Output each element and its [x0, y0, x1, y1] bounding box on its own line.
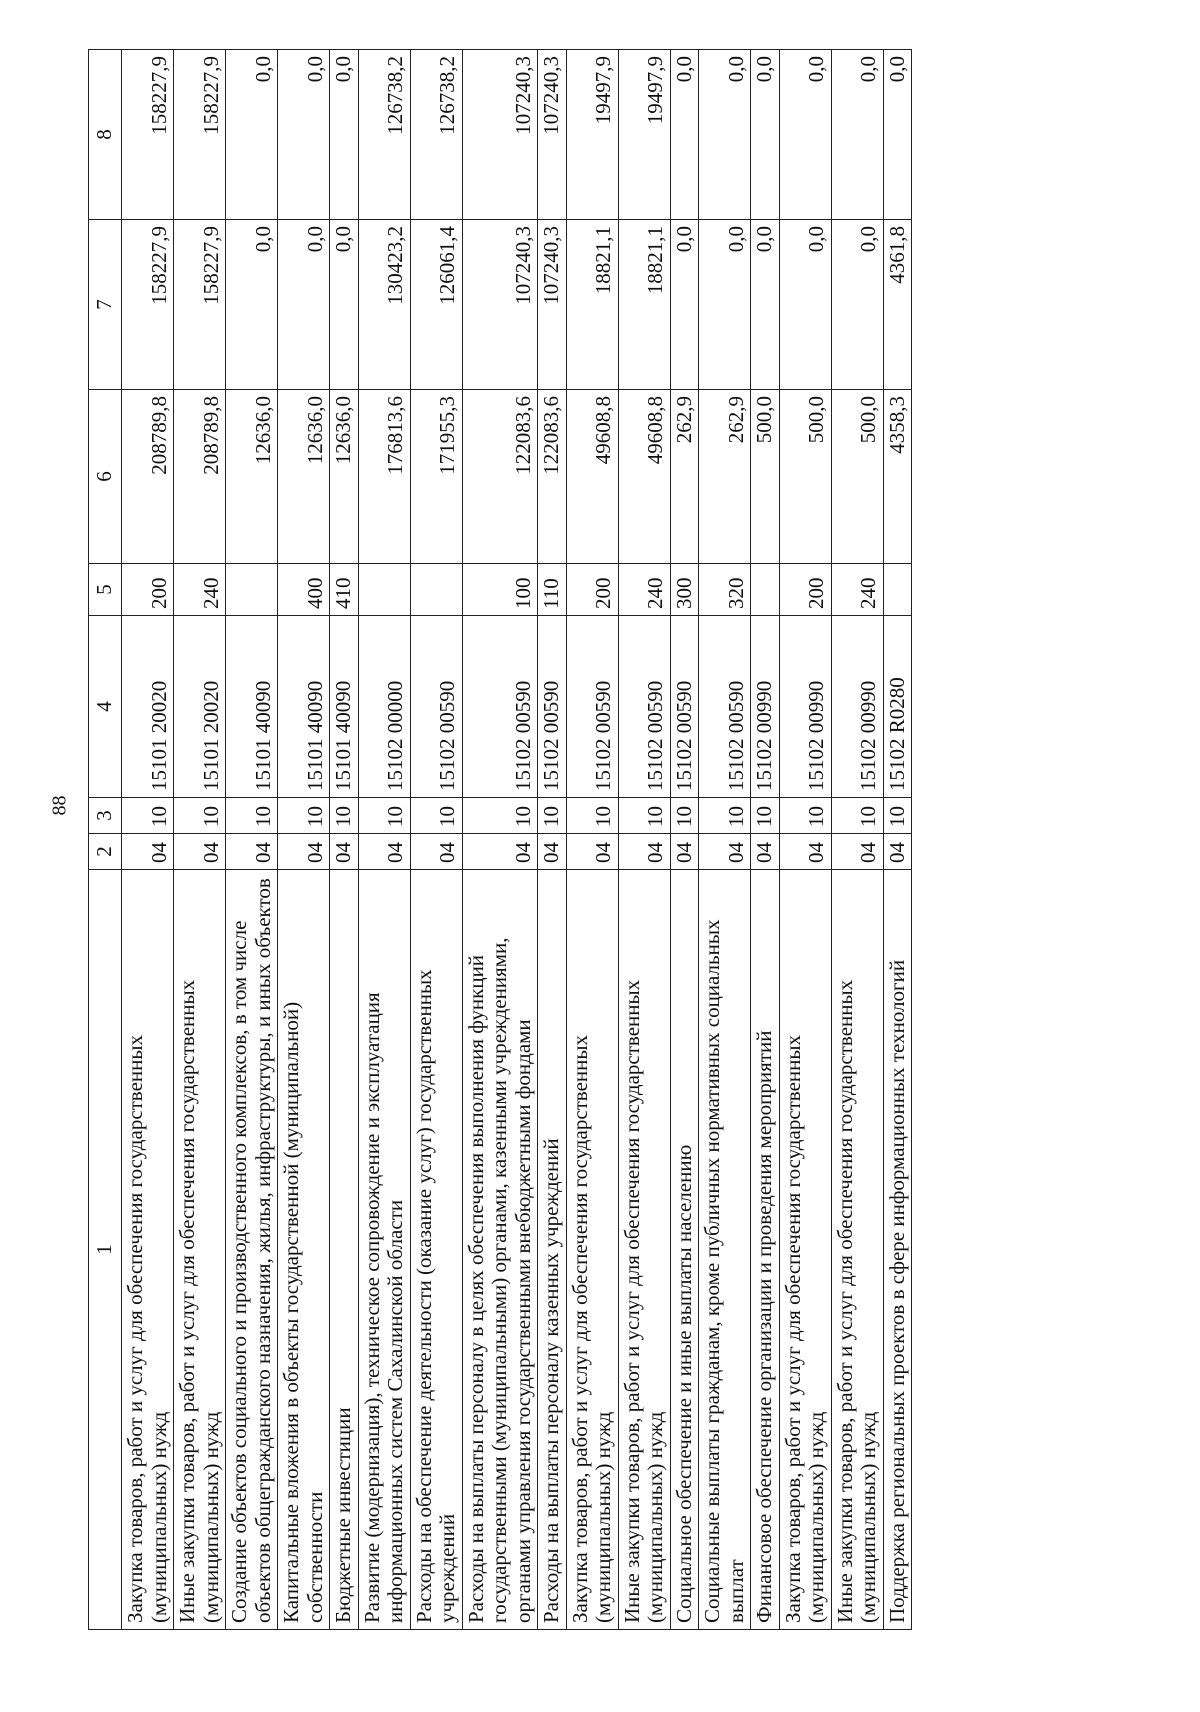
cell-target-article: 15101 40090 — [330, 616, 359, 798]
cell-amount-6: 12636,0 — [330, 390, 359, 564]
row-name: Поддержка региональных проектов в сфере информационных технологий — [883, 870, 912, 1630]
cell-expense-type — [226, 564, 278, 616]
cell-expense-type: 240 — [618, 564, 670, 616]
table-row — [122, 50, 174, 1630]
header-col-7: 7 — [89, 220, 122, 390]
cell-target-article: 15102 00590 — [566, 616, 618, 798]
cell-section: 04 — [174, 834, 226, 870]
cell-amount-7: 107240,3 — [462, 220, 538, 390]
row-name: Капитальные вложения в объекты государственной (муниципальной) собственности — [278, 870, 330, 1630]
cell-amount-7: 0,0 — [670, 220, 699, 390]
cell-section: 04 — [699, 834, 751, 870]
table-row — [699, 50, 751, 1630]
cell-expense-type — [751, 564, 780, 616]
cell-expense-type: 300 — [670, 564, 699, 616]
cell-section: 04 — [226, 834, 278, 870]
row-name: Иные закупки товаров, работ и услуг для обеспечения государственных (муниципальных) нужд — [618, 870, 670, 1630]
cell-amount-6: 171955,3 — [410, 390, 462, 564]
header-col-4: 4 — [89, 616, 122, 798]
table-row — [410, 50, 462, 1630]
header-col-8: 8 — [89, 50, 122, 220]
cell-section: 04 — [538, 834, 567, 870]
header-col-2: 2 — [89, 834, 122, 870]
cell-target-article: 15101 40090 — [278, 616, 330, 798]
cell-amount-6: 122083,6 — [538, 390, 567, 564]
cell-amount-6: 208789,8 — [174, 390, 226, 564]
cell-target-article: 15102 00590 — [699, 616, 751, 798]
header-col-1: 1 — [89, 870, 122, 1630]
cell-amount-8: 0,0 — [751, 50, 780, 220]
cell-amount-8: 107240,3 — [462, 50, 538, 220]
cell-amount-7: 0,0 — [226, 220, 278, 390]
cell-expense-type: 200 — [566, 564, 618, 616]
cell-section: 04 — [779, 834, 831, 870]
cell-section: 04 — [883, 834, 912, 870]
table-row — [618, 50, 670, 1630]
cell-target-article: 15102 00990 — [779, 616, 831, 798]
table-row — [831, 50, 883, 1630]
cell-subsection: 10 — [462, 798, 538, 834]
cell-expense-type: 240 — [831, 564, 883, 616]
cell-amount-8: 158227,9 — [122, 50, 174, 220]
cell-subsection: 10 — [779, 798, 831, 834]
cell-target-article: 15102 00590 — [538, 616, 567, 798]
table-row — [670, 50, 699, 1630]
row-name: Социальное обеспечение и иные выплаты населению — [670, 870, 699, 1630]
cell-amount-7: 0,0 — [699, 220, 751, 390]
cell-subsection: 10 — [618, 798, 670, 834]
header-col-3: 3 — [89, 798, 122, 834]
cell-subsection: 10 — [122, 798, 174, 834]
cell-subsection: 10 — [278, 798, 330, 834]
cell-target-article: 15101 40090 — [226, 616, 278, 798]
cell-subsection: 10 — [226, 798, 278, 834]
cell-amount-6: 12636,0 — [278, 390, 330, 564]
cell-expense-type: 200 — [779, 564, 831, 616]
table-row — [462, 50, 538, 1630]
cell-amount-6: 500,0 — [831, 390, 883, 564]
cell-amount-7: 0,0 — [278, 220, 330, 390]
table-row — [751, 50, 780, 1630]
cell-amount-7: 18821,1 — [618, 220, 670, 390]
cell-target-article: 15102 00990 — [751, 616, 780, 798]
row-name: Бюджетные инвестиции — [330, 870, 359, 1630]
cell-section: 04 — [618, 834, 670, 870]
cell-amount-6: 12636,0 — [226, 390, 278, 564]
cell-section: 04 — [831, 834, 883, 870]
cell-amount-8: 0,0 — [699, 50, 751, 220]
cell-section: 04 — [330, 834, 359, 870]
cell-amount-8: 0,0 — [779, 50, 831, 220]
row-name: Расходы на обеспечение деятельности (оказание услуг) государственных учреждений — [410, 870, 462, 1630]
cell-amount-8: 19497,9 — [566, 50, 618, 220]
cell-amount-8: 158227,9 — [174, 50, 226, 220]
table-row — [226, 50, 278, 1630]
cell-amount-8: 0,0 — [670, 50, 699, 220]
cell-amount-7: 18821,1 — [566, 220, 618, 390]
cell-section: 04 — [278, 834, 330, 870]
cell-expense-type — [358, 564, 410, 616]
row-name: Создание объектов социального и производственного комплексов, в том числе объектов общегражданского назначения, жилья, инфраструктуры, и иных объектов — [226, 870, 278, 1630]
cell-amount-8: 19497,9 — [618, 50, 670, 220]
cell-amount-7: 4361,8 — [883, 220, 912, 390]
cell-target-article: 15102 00590 — [618, 616, 670, 798]
table-row — [174, 50, 226, 1630]
row-name: Иные закупки товаров, работ и услуг для обеспечения государственных (муниципальных) нужд — [831, 870, 883, 1630]
cell-amount-6: 49608,8 — [566, 390, 618, 564]
table-header-row — [89, 50, 122, 1630]
cell-amount-8: 126738,2 — [358, 50, 410, 220]
table-row — [779, 50, 831, 1630]
cell-amount-6: 500,0 — [779, 390, 831, 564]
cell-amount-7: 158227,9 — [174, 220, 226, 390]
row-name: Социальные выплаты гражданам, кроме публичных нормативных социальных выплат — [699, 870, 751, 1630]
cell-section: 04 — [566, 834, 618, 870]
cell-expense-type: 110 — [538, 564, 567, 616]
cell-subsection: 10 — [751, 798, 780, 834]
row-name: Финансовое обеспечение организации и проведения мероприятий — [751, 870, 780, 1630]
cell-target-article: 15102 00000 — [358, 616, 410, 798]
cell-amount-7: 0,0 — [779, 220, 831, 390]
cell-subsection: 10 — [566, 798, 618, 834]
table-row — [330, 50, 359, 1630]
row-name: Расходы на выплаты персоналу казенных учреждений — [538, 870, 567, 1630]
cell-expense-type: 200 — [122, 564, 174, 616]
cell-amount-7: 0,0 — [831, 220, 883, 390]
header-col-5: 5 — [89, 564, 122, 616]
row-name: Закупка товаров, работ и услуг для обеспечения государственных (муниципальных) нужд — [566, 870, 618, 1630]
cell-section: 04 — [358, 834, 410, 870]
cell-target-article: 15101 20020 — [122, 616, 174, 798]
cell-subsection: 10 — [883, 798, 912, 834]
cell-amount-7: 158227,9 — [122, 220, 174, 390]
table-body — [122, 50, 912, 1630]
budget-table-wrapper — [88, 50, 1088, 1630]
cell-subsection: 10 — [330, 798, 359, 834]
cell-amount-8: 0,0 — [278, 50, 330, 220]
budget-table — [88, 49, 912, 1630]
cell-subsection: 10 — [831, 798, 883, 834]
cell-expense-type — [410, 564, 462, 616]
row-name: Развитие (модернизация), техническое сопровождение и эксплуатация информационных систем Сахалинской области — [358, 870, 410, 1630]
cell-amount-7: 130423,2 — [358, 220, 410, 390]
cell-amount-7: 0,0 — [330, 220, 359, 390]
row-name: Иные закупки товаров, работ и услуг для обеспечения государственных (муниципальных) нужд — [174, 870, 226, 1630]
cell-subsection: 10 — [174, 798, 226, 834]
cell-expense-type: 240 — [174, 564, 226, 616]
cell-amount-8: 0,0 — [330, 50, 359, 220]
row-name: Закупка товаров, работ и услуг для обеспечения государственных (муниципальных) нужд — [779, 870, 831, 1630]
cell-amount-8: 0,0 — [226, 50, 278, 220]
cell-subsection: 10 — [699, 798, 751, 834]
cell-expense-type: 320 — [699, 564, 751, 616]
cell-amount-8: 126738,2 — [410, 50, 462, 220]
cell-section: 04 — [462, 834, 538, 870]
cell-amount-6: 122083,6 — [462, 390, 538, 564]
cell-section: 04 — [122, 834, 174, 870]
cell-target-article: 15102 00990 — [831, 616, 883, 798]
cell-expense-type: 100 — [462, 564, 538, 616]
cell-amount-8: 107240,3 — [538, 50, 567, 220]
cell-section: 04 — [751, 834, 780, 870]
cell-amount-6: 4358,3 — [883, 390, 912, 564]
cell-amount-6: 176813,6 — [358, 390, 410, 564]
cell-section: 04 — [670, 834, 699, 870]
header-col-6: 6 — [89, 390, 122, 564]
cell-amount-6: 49608,8 — [618, 390, 670, 564]
cell-amount-7: 107240,3 — [538, 220, 567, 390]
cell-target-article: 15102 R0280 — [883, 616, 912, 798]
cell-amount-7: 0,0 — [751, 220, 780, 390]
cell-amount-7: 126061,4 — [410, 220, 462, 390]
table-row — [358, 50, 410, 1630]
cell-amount-6: 500,0 — [751, 390, 780, 564]
cell-expense-type: 410 — [330, 564, 359, 616]
cell-amount-6: 262,9 — [699, 390, 751, 564]
row-name: Закупка товаров, работ и услуг для обеспечения государственных (муниципальных) нужд — [122, 870, 174, 1630]
table-row — [883, 50, 912, 1630]
cell-expense-type — [883, 564, 912, 616]
cell-target-article: 15101 20020 — [174, 616, 226, 798]
cell-target-article: 15102 00590 — [410, 616, 462, 798]
cell-amount-6: 208789,8 — [122, 390, 174, 564]
cell-expense-type: 400 — [278, 564, 330, 616]
row-name: Расходы на выплаты персоналу в целях обеспечения выполнения функций государственными (муниципальными) органами, казенными учреждениями, органами управления государственными внебюджетными фондами — [462, 870, 538, 1630]
table-row — [538, 50, 567, 1630]
cell-subsection: 10 — [410, 798, 462, 834]
cell-target-article: 15102 00590 — [462, 616, 538, 798]
cell-subsection: 10 — [358, 798, 410, 834]
cell-amount-6: 262,9 — [670, 390, 699, 564]
cell-subsection: 10 — [538, 798, 567, 834]
table-row — [278, 50, 330, 1630]
cell-section: 04 — [410, 834, 462, 870]
table-row — [566, 50, 618, 1630]
cell-subsection: 10 — [670, 798, 699, 834]
page-number: 88 — [48, 795, 71, 816]
cell-amount-8: 0,0 — [831, 50, 883, 220]
cell-target-article: 15102 00590 — [670, 616, 699, 798]
cell-amount-8: 0,0 — [883, 50, 912, 220]
